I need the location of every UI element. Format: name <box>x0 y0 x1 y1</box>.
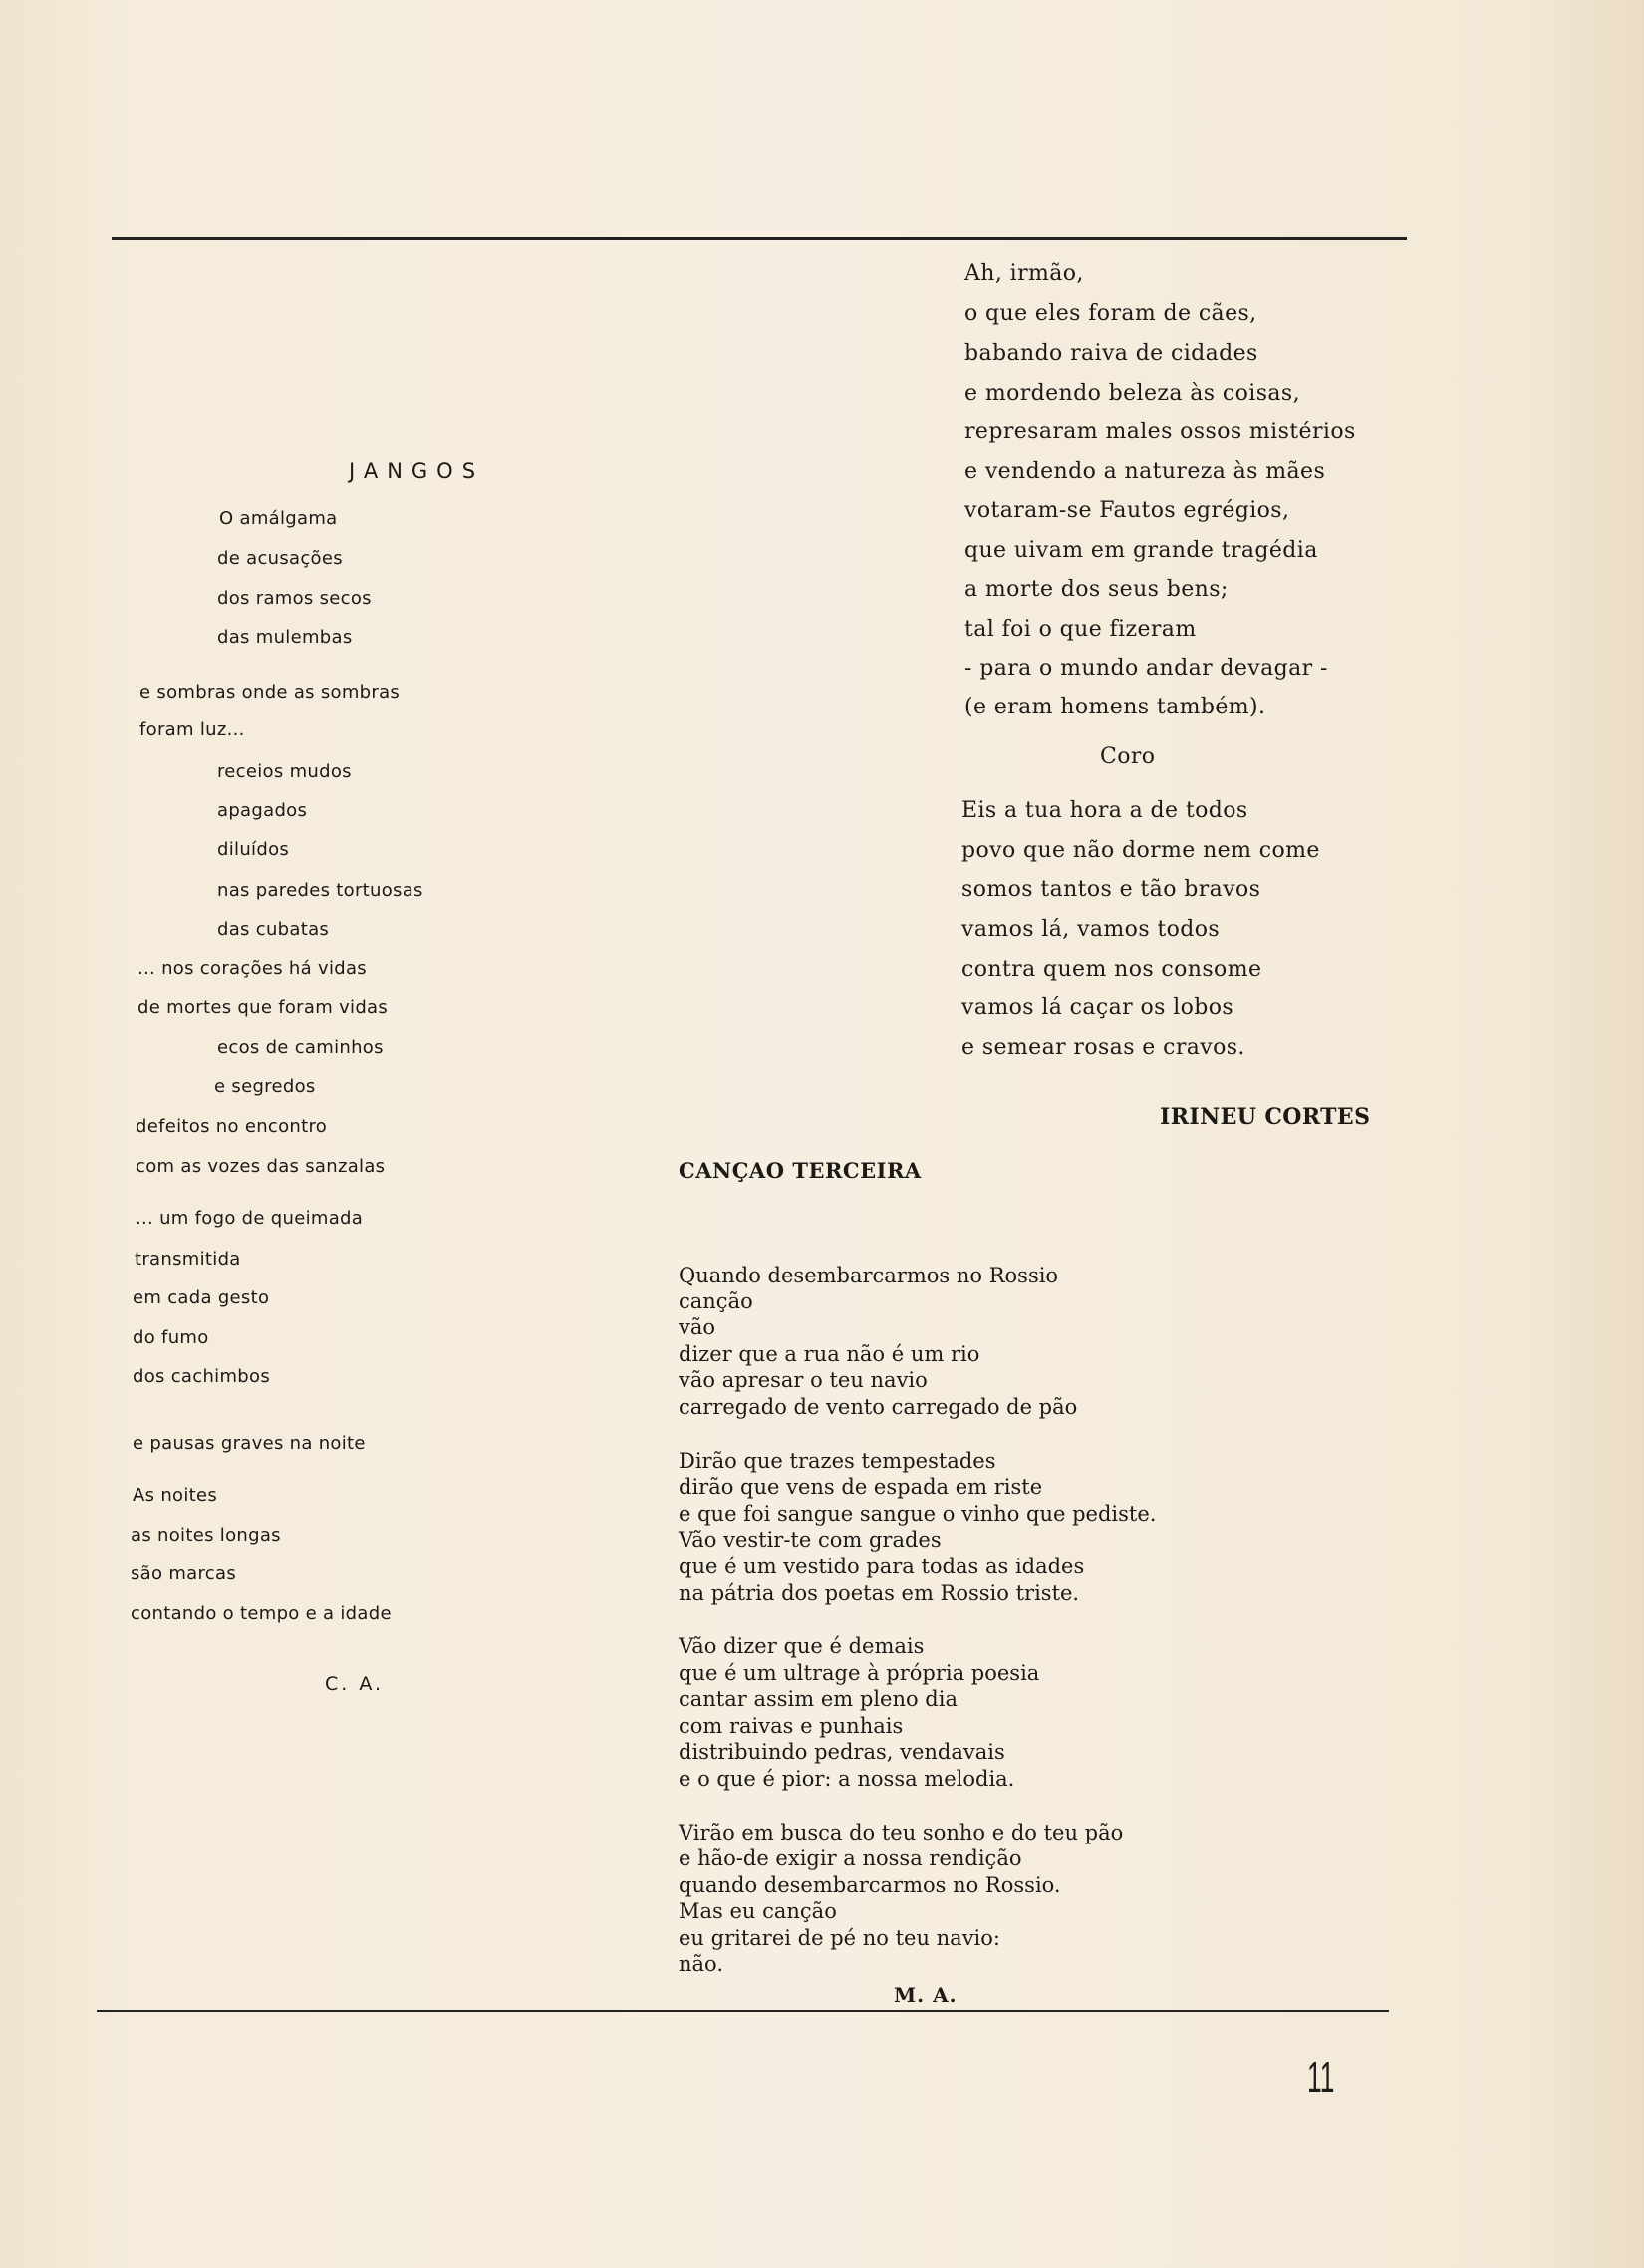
poem-line: que é um ultrage à própria poesia <box>679 1661 1040 1685</box>
poem-line: diluídos <box>217 839 290 860</box>
poem-line: (e eram homens também). <box>964 695 1266 719</box>
page-number: 11 <box>1307 2053 1335 2102</box>
poem-line: O amálgama <box>219 508 338 529</box>
poem-line: Dirão que trazes tempestades <box>679 1449 996 1473</box>
poem-line: com as vozes das sanzalas <box>136 1156 386 1177</box>
poem-line: receios mudos <box>217 761 352 782</box>
poem-line: votaram-se Fautos egrégios, <box>964 498 1290 523</box>
poem-line: e mordendo beleza às coisas, <box>964 381 1300 406</box>
poem-line: dizer que a rua não é um rio <box>679 1342 980 1366</box>
poem-line: As noites <box>133 1485 218 1506</box>
poem-line: Virão em busca do teu sonho e do teu pão <box>679 1821 1124 1844</box>
poem-line: de acusações <box>217 548 343 569</box>
coro-line: e semear rosas e cravos. <box>961 1035 1245 1060</box>
coro-title: Coro <box>1100 744 1156 769</box>
poem-line: apagados <box>217 800 308 821</box>
poem-line: não. <box>679 1952 723 1976</box>
top-rule <box>112 237 1407 240</box>
bottom-rule <box>97 2010 1389 2012</box>
poem-line: tal foi o que fizeram <box>964 617 1197 642</box>
poem-line: de mortes que foram vidas <box>137 997 389 1018</box>
poem-line: das mulembas <box>217 627 353 648</box>
poem-line: dos cachimbos <box>133 1366 271 1387</box>
poem-line: Quando desembarcarmos no Rossio <box>679 1264 1059 1287</box>
poem-line: e que foi sangue sangue o vinho que pediste. <box>679 1502 1157 1526</box>
poem-line: do fumo <box>133 1327 209 1348</box>
poem-line: carregado de vento carregado de pão <box>679 1395 1078 1419</box>
poem-line: das cubatas <box>217 919 330 940</box>
poem-line: que é um vestido para todas as idades <box>679 1555 1085 1578</box>
poem-line: e segredos <box>214 1076 316 1097</box>
poem-line: e vendendo a natureza às mães <box>964 459 1326 484</box>
poem-line: são marcas <box>131 1563 237 1584</box>
poem-line: e sombras onde as sombras <box>139 682 401 703</box>
poem-line: nas paredes tortuosas <box>217 880 423 901</box>
poem-line: babando raiva de cidades <box>964 341 1258 366</box>
poem-line: ... nos corações há vidas <box>137 958 367 979</box>
poem-author: IRINEU CORTES <box>1160 1104 1371 1130</box>
poem-line: com raivas e punhais <box>679 1714 904 1738</box>
poem-line: na pátria dos poetas em Rossio triste. <box>679 1581 1080 1605</box>
poem-line: cantar assim em pleno dia <box>679 1687 958 1711</box>
poem-line: canção <box>679 1289 753 1313</box>
coro-line: Eis a tua hora a de todos <box>961 798 1248 823</box>
poem-line: contando o tempo e a idade <box>131 1603 392 1624</box>
poem-line: distribuindo pedras, vendavais <box>679 1740 1005 1764</box>
poem-line: que uivam em grande tragédia <box>964 538 1318 563</box>
poem-line: Mas eu canção <box>679 1899 837 1923</box>
poem-line: em cada gesto <box>133 1287 270 1308</box>
coro-line: vamos lá caçar os lobos <box>961 995 1234 1020</box>
coro-line: contra quem nos consome <box>961 957 1262 982</box>
poem-signature: C. A. <box>325 1673 385 1695</box>
coro-line: povo que não dorme nem come <box>961 838 1320 863</box>
poem-line: Vão dizer que é demais <box>679 1634 925 1658</box>
poem-line: vão <box>679 1315 716 1339</box>
poem-line: dos ramos secos <box>217 588 372 609</box>
poem-line: dirão que vens de espada em riste <box>679 1475 1043 1499</box>
poem-line: foram luz... <box>139 719 245 740</box>
poem-line: eu gritarei de pé no teu navio: <box>679 1926 1000 1950</box>
poem-line: quando desembarcarmos no Rossio. <box>679 1873 1061 1897</box>
poem-line: - para o mundo andar devagar - <box>964 656 1328 681</box>
poem-line: Vão vestir-te com grades <box>679 1528 942 1552</box>
poem-title: JANGOS <box>349 459 485 483</box>
poem-line: e o que é pior: a nossa melodia. <box>679 1767 1015 1791</box>
poem-line: transmitida <box>135 1249 241 1270</box>
poem-line: Ah, irmão, <box>964 261 1084 286</box>
poem-line: ... um fogo de queimada <box>136 1208 364 1229</box>
poem-line: vão apresar o teu navio <box>679 1368 928 1392</box>
poem-line: defeitos no encontro <box>136 1116 328 1137</box>
coro-line: vamos lá, vamos todos <box>961 917 1221 942</box>
poem-signature: M. A. <box>894 1983 958 2007</box>
poem-line: o que eles foram de cães, <box>964 301 1257 326</box>
coro-line: somos tantos e tão bravos <box>961 877 1261 902</box>
poem-line: represaram males ossos mistérios <box>964 420 1356 444</box>
poem-line: as noites longas <box>131 1525 281 1546</box>
poem-line: e pausas graves na noite <box>133 1433 366 1454</box>
poem-line: a morte dos seus bens; <box>964 577 1229 602</box>
poem-title: CANÇAO TERCEIRA <box>679 1158 922 1183</box>
poem-line: ecos de caminhos <box>217 1037 384 1058</box>
poem-line: e hão-de exigir a nossa rendição <box>679 1846 1022 1870</box>
